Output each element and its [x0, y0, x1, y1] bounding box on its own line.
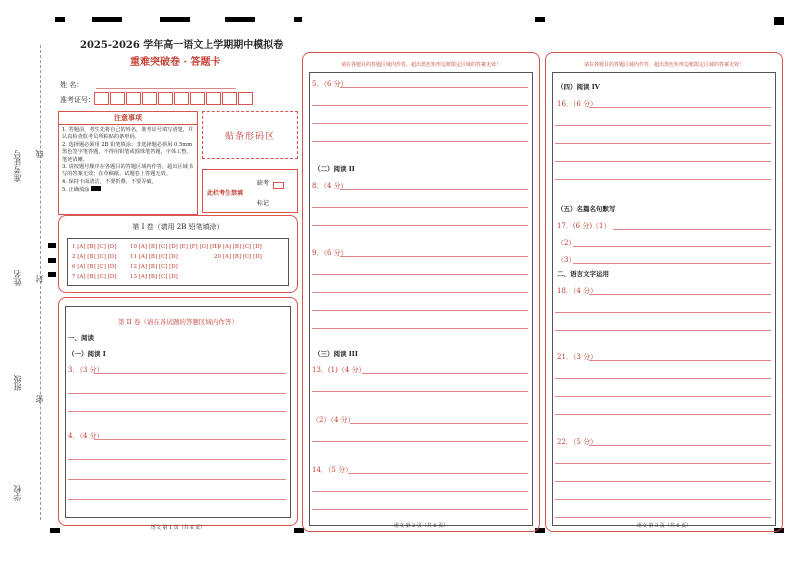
question-label: （3）	[557, 256, 576, 264]
exam-subtitle: 重难突破卷 · 答题卡	[130, 57, 221, 68]
absent-side-top: 缺考	[257, 180, 270, 187]
barcode-area	[202, 111, 298, 159]
section-heading: （四）阅读 IV	[557, 83, 600, 91]
absent-box	[202, 169, 298, 213]
section-heading: 二、语言文字运用	[557, 270, 609, 278]
area-warning: 请在各题目的答题区域内作答，超出黑色矩形边框限定区域的答案无效！	[340, 62, 501, 68]
side-seal-seal: 封	[35, 275, 44, 283]
timing-mark	[160, 17, 190, 22]
question-label: 22．（5 分）	[557, 438, 598, 446]
page-footer: 语文 第 1 页（共 6 页）	[150, 525, 206, 531]
note-item: 3. 请按题号顺序在各题目的答题区域内作答，超出区域书写的答案无效；在草稿纸、试题卷上答题无效。	[62, 164, 194, 178]
timing-mark	[48, 243, 56, 248]
timing-mark	[225, 17, 255, 22]
choice-row[interactable]: 6 [A] [B] [C] [D]	[72, 264, 117, 270]
question-label: 16．（6 分）	[557, 100, 598, 108]
name-label: 姓 名：	[60, 81, 84, 89]
note-item: 5. 正确填涂	[62, 186, 194, 194]
choice-row[interactable]: 10 [A] [B] [C] [D] [E] [F] [G] [H]	[130, 244, 219, 250]
absent-checkbox[interactable]	[273, 182, 284, 189]
part1-box	[58, 215, 298, 293]
question-label: 13．(1)（4 分）	[312, 366, 366, 374]
choice-row[interactable]: 2 [A] [B] [C] [D]	[72, 254, 117, 260]
question-label: 9．（6 分）	[312, 249, 348, 257]
note-item: 1. 答题前，考生先将自己的姓名，准考证号填写清楚，并认真检查监考员所粘贴的条形码。	[62, 127, 194, 141]
area-warning: 请在各题目的答题区域内作答，超出黑色矩形边框限定区域的答案无效！	[583, 62, 744, 68]
exam-title: 2025-2026 学年高一语文上学期期中模拟卷	[80, 40, 284, 51]
side-class-label: 班级	[13, 375, 22, 391]
part2-title: 第 II 卷（请在各试题的答题区域内作答）	[118, 318, 238, 326]
timing-mark	[774, 17, 784, 25]
question-label: （2）（4 分）	[312, 416, 355, 424]
panel2-inner	[309, 72, 533, 526]
question-label: 14．（5 分）	[312, 466, 353, 474]
choice-row[interactable]: 11 [A] [B] [C] [D]	[130, 254, 178, 260]
question-label: 18．（4 分）	[557, 287, 598, 295]
question-label: （2）	[557, 239, 576, 247]
choice-grid	[67, 238, 289, 286]
timing-mark	[48, 272, 56, 277]
id-boxes[interactable]	[94, 92, 254, 105]
choice-row[interactable]: 20 [A] [B] [C] [D]	[214, 254, 262, 260]
panel2-box	[302, 52, 540, 532]
note-item: 4. 保持卡面清洁，不要折叠、不要弄破。	[62, 178, 157, 185]
side-id-label: 准考证号	[13, 150, 22, 182]
notes-title: 注意事项	[59, 112, 197, 125]
timing-mark	[294, 17, 302, 22]
part1-title: 第 I 卷（请用 2B 铅笔填涂）	[132, 223, 224, 231]
absent-side-bottom: 标记	[257, 200, 270, 207]
choice-row[interactable]: 19 [A] [B] [C] [D]	[214, 244, 262, 250]
section-heading: （五）名篇名句默写	[557, 205, 616, 213]
timing-mark	[48, 258, 56, 263]
choice-row[interactable]: 12 [A] [B] [C] [D]	[130, 264, 178, 270]
timing-mark	[55, 17, 65, 22]
page-footer: 语文 第 3 页（共 6 页）	[636, 523, 692, 529]
question-label: 21．（3 分）	[557, 353, 598, 361]
question-label: 4．（4 分）	[68, 432, 104, 440]
barcode-label: 贴条形码区	[224, 131, 275, 142]
side-name-label: 姓名	[13, 270, 22, 286]
side-school-label: 学校	[13, 485, 22, 501]
question-label: 8．（4 分）	[312, 182, 348, 190]
id-label: 准考证号：	[60, 96, 95, 104]
note-item: 2. 选择题必须用 2B 铅笔填涂；非选择题必须用 0.5mm 黑色签字笔答题，不得用铅笔或圆珠笔答题，字体工整、笔迹清晰。	[62, 141, 193, 163]
panel3-inner	[552, 72, 776, 526]
question-label: 5．（6 分）	[312, 80, 348, 88]
question-label: 17．(6 分)（1）	[557, 222, 611, 230]
section-heading: （一）阅读 I	[68, 350, 106, 358]
panel3-box	[545, 52, 783, 532]
timing-mark	[535, 17, 545, 22]
name-field[interactable]	[96, 88, 236, 89]
choice-row[interactable]: 1 [A] [B] [C] [D]	[72, 244, 117, 250]
page-footer: 语文 第 2 页（共 6 页）	[393, 523, 449, 529]
side-seal-secret: 密	[35, 395, 44, 403]
choice-row[interactable]: 13 [A] [B] [C] [D]	[130, 274, 178, 280]
timing-mark	[92, 17, 122, 22]
panel1-box	[58, 297, 298, 531]
notes-box	[58, 111, 198, 215]
section-heading: （三）阅读 III	[314, 350, 358, 358]
absent-label: 此栏考生禁填	[207, 190, 244, 197]
section-heading: （二）阅读 II	[314, 165, 355, 173]
side-seal-line: 线	[35, 150, 44, 158]
choice-row[interactable]: 7 [A] [B] [C] [D]	[72, 274, 117, 280]
panel1-inner	[65, 306, 291, 518]
question-label: 3．（3 分）	[68, 366, 104, 374]
section-heading: 一、阅读	[68, 334, 94, 342]
filled-mark-sample	[91, 186, 101, 191]
